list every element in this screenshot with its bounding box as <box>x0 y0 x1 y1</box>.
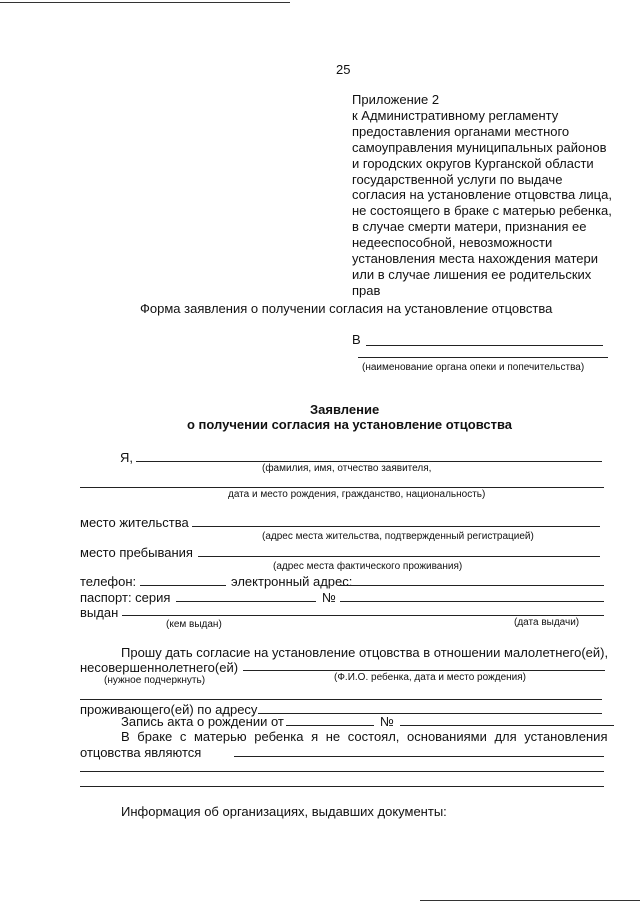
appendix-line: прав <box>352 282 381 298</box>
appendix-line: государственной услуги по выдаче <box>352 171 563 187</box>
appendix-line: Приложение 2 <box>352 92 440 107</box>
residence-field[interactable] <box>192 526 600 527</box>
i-label: Я, <box>120 450 133 465</box>
issued-field[interactable] <box>122 615 604 616</box>
issue-date-caption: (дата выдачи) <box>514 617 580 628</box>
email-label: электронный адрес: <box>231 574 353 589</box>
to-caption: (наименование органа опеки и попечительства) <box>362 362 585 373</box>
minor-label: несовершеннолетнего(ей) <box>80 660 239 675</box>
phone-field[interactable] <box>140 585 226 586</box>
marriage-line2: отцовства являются <box>80 745 202 760</box>
fio-field[interactable] <box>136 461 602 462</box>
appendix-line: недееспособной, невозможности <box>352 235 553 251</box>
scan-edge-top <box>0 2 290 3</box>
appendix-line: установления места нахождения матери <box>352 251 598 266</box>
underline-caption: (нужное подчеркнуть) <box>104 675 206 686</box>
passport-number-field[interactable] <box>340 601 604 602</box>
issued-label: выдан <box>80 605 119 620</box>
appendix-line: или в случае лишения ее родительских <box>352 266 592 282</box>
appendix-line: к Административному регламенту <box>352 107 559 123</box>
birth-field[interactable] <box>80 487 604 488</box>
residence-caption: (адрес места жительства, подтвержденный регистрацией) <box>262 531 534 542</box>
form-title: Форма заявления о получении согласия на установление отцовства <box>140 301 553 316</box>
heading-subtitle: о получении согласия на установление отцовства <box>187 417 513 432</box>
marriage-line1: В браке с матерью ребенка я не состоял, основаниями для установления <box>121 729 608 744</box>
child-field[interactable] <box>243 670 605 671</box>
appendix-line: согласия на установление отцовства лица, <box>352 187 612 203</box>
stay-label: место пребывания <box>80 545 193 560</box>
passport-series-field[interactable] <box>176 601 316 602</box>
grounds-field-3[interactable] <box>80 786 604 787</box>
scan-edge-bottom <box>420 900 640 901</box>
birth-caption: дата и место рождения, гражданство, национальность) <box>228 489 486 500</box>
heading-title: Заявление <box>310 402 380 417</box>
birth-record-label: Запись акта о рождении от <box>121 714 284 729</box>
child-caption: (Ф.И.О. ребенка, дата и место рождения) <box>334 672 526 683</box>
phone-label: телефон: <box>80 574 137 589</box>
page-number: 25 <box>336 62 351 77</box>
appendix-line: самоуправления муниципальных районов <box>352 139 607 155</box>
to-field-2[interactable] <box>358 357 608 358</box>
grounds-field[interactable] <box>234 756 604 757</box>
request-line1: Прошу дать согласие на установление отцовства в отношении малолетнего(ей), <box>121 645 609 660</box>
info-heading: Информация об организациях, выдавших документы: <box>121 804 447 819</box>
appendix-line: в случае смерти матери, признания ее <box>352 219 587 235</box>
birth-record-number-label: № <box>380 714 394 729</box>
fio-caption: (фамилия, имя, отчество заявителя, <box>262 463 432 474</box>
email-field[interactable] <box>340 585 604 586</box>
birth-record-date-field[interactable] <box>286 725 374 726</box>
to-field[interactable] <box>366 345 603 346</box>
appendix-line: и городских округов Курганской области <box>352 155 594 171</box>
birth-record-number-field[interactable] <box>400 725 614 726</box>
issued-by-caption: (кем выдан) <box>166 619 222 630</box>
address-field[interactable] <box>258 713 602 714</box>
passport-number-label: № <box>322 590 336 605</box>
residence-label: место жительства <box>80 515 189 530</box>
stay-caption: (адрес места фактического проживания) <box>273 561 463 572</box>
to-label: В <box>352 332 361 347</box>
stay-field[interactable] <box>198 556 600 557</box>
address-label: проживающего(ей) по адресу <box>80 702 258 717</box>
child-field-2[interactable] <box>80 699 602 700</box>
grounds-field-2[interactable] <box>80 771 604 772</box>
appendix-line: предоставления органами местного <box>352 123 570 139</box>
appendix-line: не состоящего в браке с матерью ребенка, <box>352 203 612 219</box>
passport-label: паспорт: серия <box>80 590 171 605</box>
